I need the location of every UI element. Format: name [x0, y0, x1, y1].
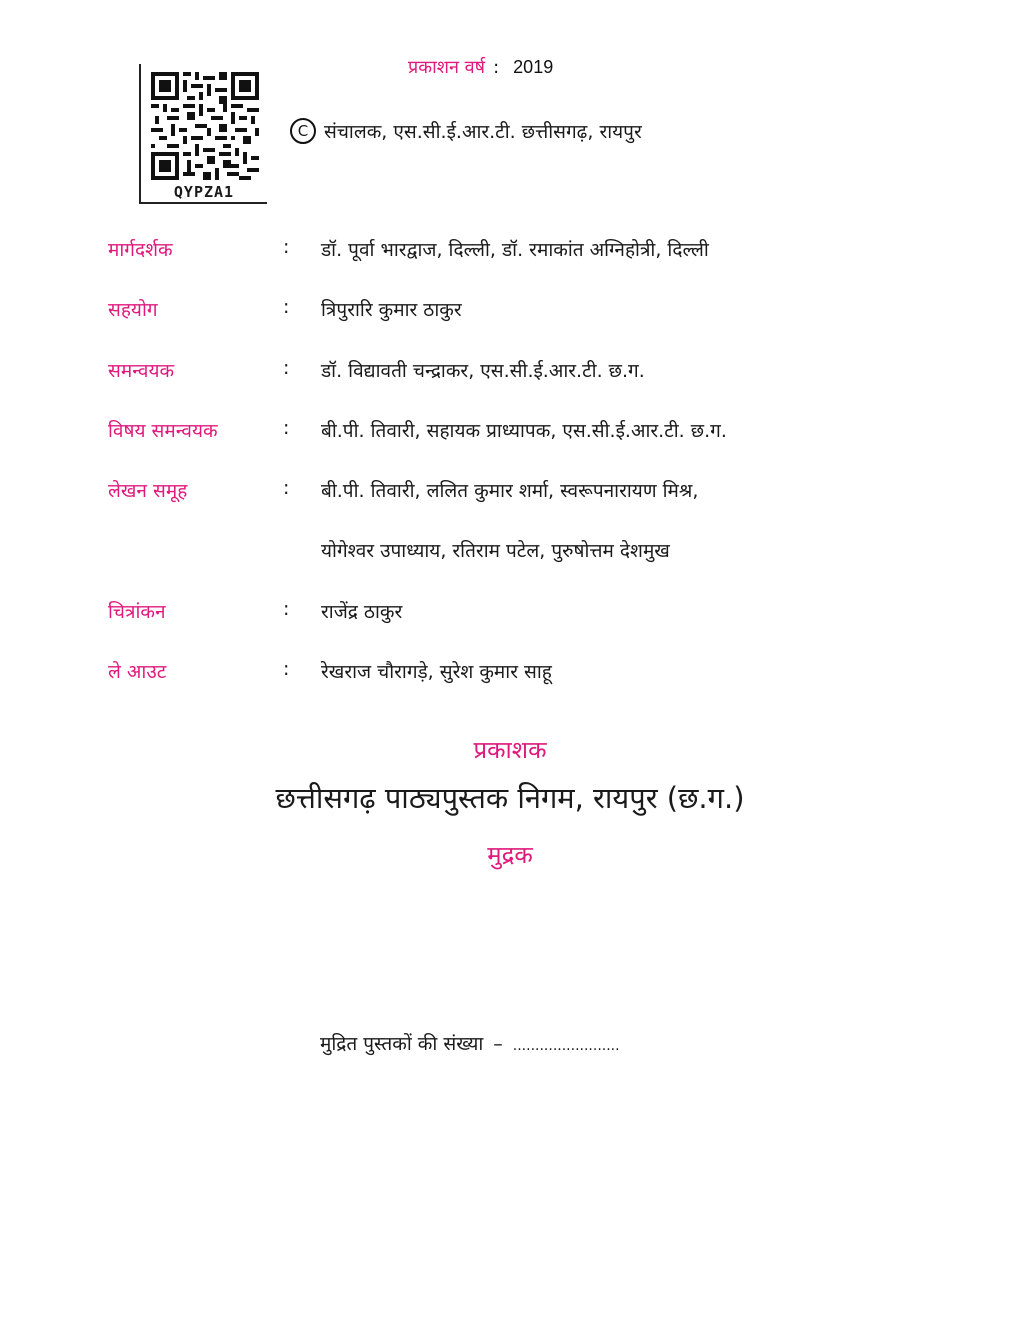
credit-value: त्रिपुरारि कुमार ठाकुर — [321, 299, 462, 322]
printer-label: मुद्रक — [487, 841, 533, 869]
credit-label: सहयोग — [108, 299, 158, 322]
credit-label: समन्वयक — [108, 359, 175, 382]
publication-year — [408, 55, 553, 79]
credit-colon: : — [283, 236, 290, 258]
printed-count-blank: ........................ — [512, 1038, 620, 1054]
credit-value: योगेश्वर उपाध्याय, रतिराम पटेल, पुरुषोत्तम देशमुख — [321, 540, 670, 563]
qr-code-block — [139, 64, 267, 204]
copyright-text: संचालक, एस.सी.ई.आर.टी. छत्तीसगढ़, रायपुर — [324, 121, 642, 143]
credit-colon: : — [283, 296, 290, 319]
credit-row-continuation — [108, 537, 968, 597]
printed-count-dash: – — [493, 1033, 503, 1055]
credit-value: डॉ. पूर्वा भारद्वाज, दिल्ली, डॉ. रमाकांत अग्निहोत्री, दिल्ली — [321, 239, 709, 261]
publisher-label: प्रकाशक — [473, 736, 547, 764]
credit-row — [108, 236, 968, 296]
credit-row — [108, 357, 968, 417]
publisher-name: छत्तीसगढ़ पाठ्यपुस्तक निगम, रायपुर (छ.ग.) — [275, 781, 745, 815]
credit-value: बी.पी. तिवारी, ललित कुमार शर्मा, स्वरूपनारायण मिश्र, — [321, 480, 699, 503]
credit-row — [108, 598, 968, 658]
credit-value: बी.पी. तिवारी, सहायक प्राध्यापक, एस.सी.ई.आर.टी. छ.ग. — [321, 419, 727, 442]
publication-year-separator: : — [493, 57, 500, 78]
credit-value: रेखराज चौरागड़े, सुरेश कुमार साहू — [321, 661, 552, 684]
credit-value: राजेंद्र ठाकुर — [321, 600, 403, 623]
credits-list — [108, 236, 968, 718]
credit-row — [108, 477, 968, 537]
printed-count-line — [320, 1030, 620, 1056]
credit-row — [108, 417, 968, 477]
credit-colon: : — [283, 416, 290, 439]
credit-colon: : — [283, 356, 290, 379]
credit-label: ले आउट — [108, 661, 167, 684]
qr-code-text: QYPZA1 — [173, 183, 235, 201]
credit-row — [108, 296, 968, 356]
publication-year-value: 2019 — [513, 57, 554, 77]
publication-year-label: प्रकाशन वर्ष — [408, 57, 486, 78]
credit-value: डॉ. विद्यावती चन्द्राकर, एस.सी.ई.आर.टी. छ.ग. — [321, 359, 645, 382]
qr-code-icon — [151, 72, 259, 180]
credit-label: लेखन समूह — [108, 480, 188, 503]
printed-count-label: मुद्रित पुस्तकों की संख्या — [320, 1033, 484, 1055]
credit-colon: : — [283, 597, 290, 620]
credit-label: चित्रांकन — [108, 600, 166, 623]
credit-label: विषय समन्वयक — [108, 419, 218, 442]
credit-colon: : — [283, 477, 290, 500]
credit-row — [108, 658, 968, 718]
credit-colon: : — [283, 658, 290, 681]
copyright-line — [290, 118, 642, 144]
copyright-icon: C — [290, 118, 316, 144]
credit-label: मार्गदर्शक — [108, 239, 173, 261]
